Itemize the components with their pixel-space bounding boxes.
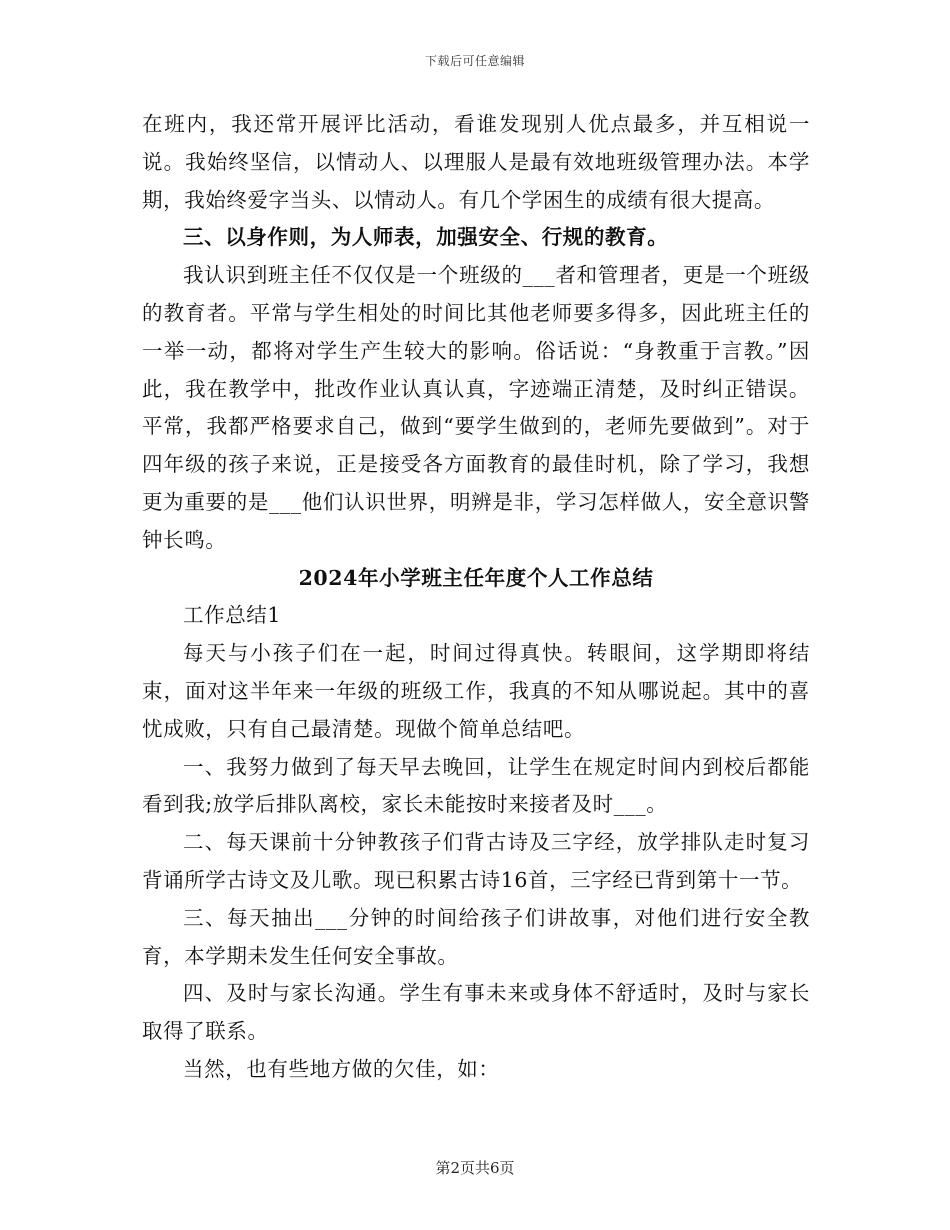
document-title: 2024年小学班主任年度个人工作总结 (298, 565, 654, 590)
paragraph-teacher-role: 我认识到班主任不仅仅是一个班级的___者和管理者，更是一个班级的教育者。平常与学生相处的时间比其他老师要多得多，因此班主任的一举一动，都将对学生产生较大的影响。俗话说：“身教重于言教。”因此，我在教学中，批改作业认真认真，字迹端正清楚，及时纠正错误。平常，我都严格要求自己，做到“要学生做到的，老师先要做到”。对于四年级的孩子来说，正是接受各方面教育的最佳时机，除了学习，我想更为重要的是___他们认识世界，明辨是非，学习怎样做人，安全意识警钟长鸣。 (142, 263, 810, 552)
paragraph-item-two: 二、每天课前十分钟教孩子们背古诗及三字经，放学排队走时复习背诵所学古诗文及儿歌。现已积累古诗16首，三字经已背到第十一节。 (142, 830, 810, 892)
paragraph-intro: 每天与小孩子们在一起，时间过得真快。转眼间，这学期即将结束，面对这半年来一年级的班级工作，我真的不知从哪说起。其中的喜忧成败，只有自己最清楚。现做个简单总结吧。 (142, 641, 810, 741)
document-body (142, 106, 810, 1089)
page-number-footer: 第2页共6页 (435, 1159, 515, 1177)
paragraph-item-one: 一、我努力做到了每天早去晚回，让学生在规定时间内到校后都能看到我;放学后排队离校，家长未能按时来接者及时___。 (142, 754, 810, 817)
paragraph-item-three: 三、每天抽出___分钟的时间给孩子们讲故事，对他们进行安全教育，本学期未发生任何安全事故。 (142, 905, 810, 968)
subheading-summary-1: 工作总结1 (183, 603, 282, 628)
paragraph-item-four: 四、及时与家长沟通。学生有事未来或身体不舒适时，及时与家长取得了联系。 (142, 981, 810, 1044)
section-heading-lead-by-example: 三、以身作则，为人师表，加强安全、行规的教育。 (183, 225, 669, 250)
paragraph-shortcomings: 当然，也有些地方做的欠佳，如： (183, 1056, 500, 1081)
paragraph-evaluation-activities: 在班内，我还常开展评比活动，看谁发现别人优点最多，并互相说一说。我始终坚信，以情动人、以理服人是最有效地班级管理办法。本学期，我始终爱字当头、以情动人。有几个学困生的成绩有很大提高。 (142, 112, 810, 212)
page-header-note: 下载后可任意编辑 (424, 54, 525, 68)
